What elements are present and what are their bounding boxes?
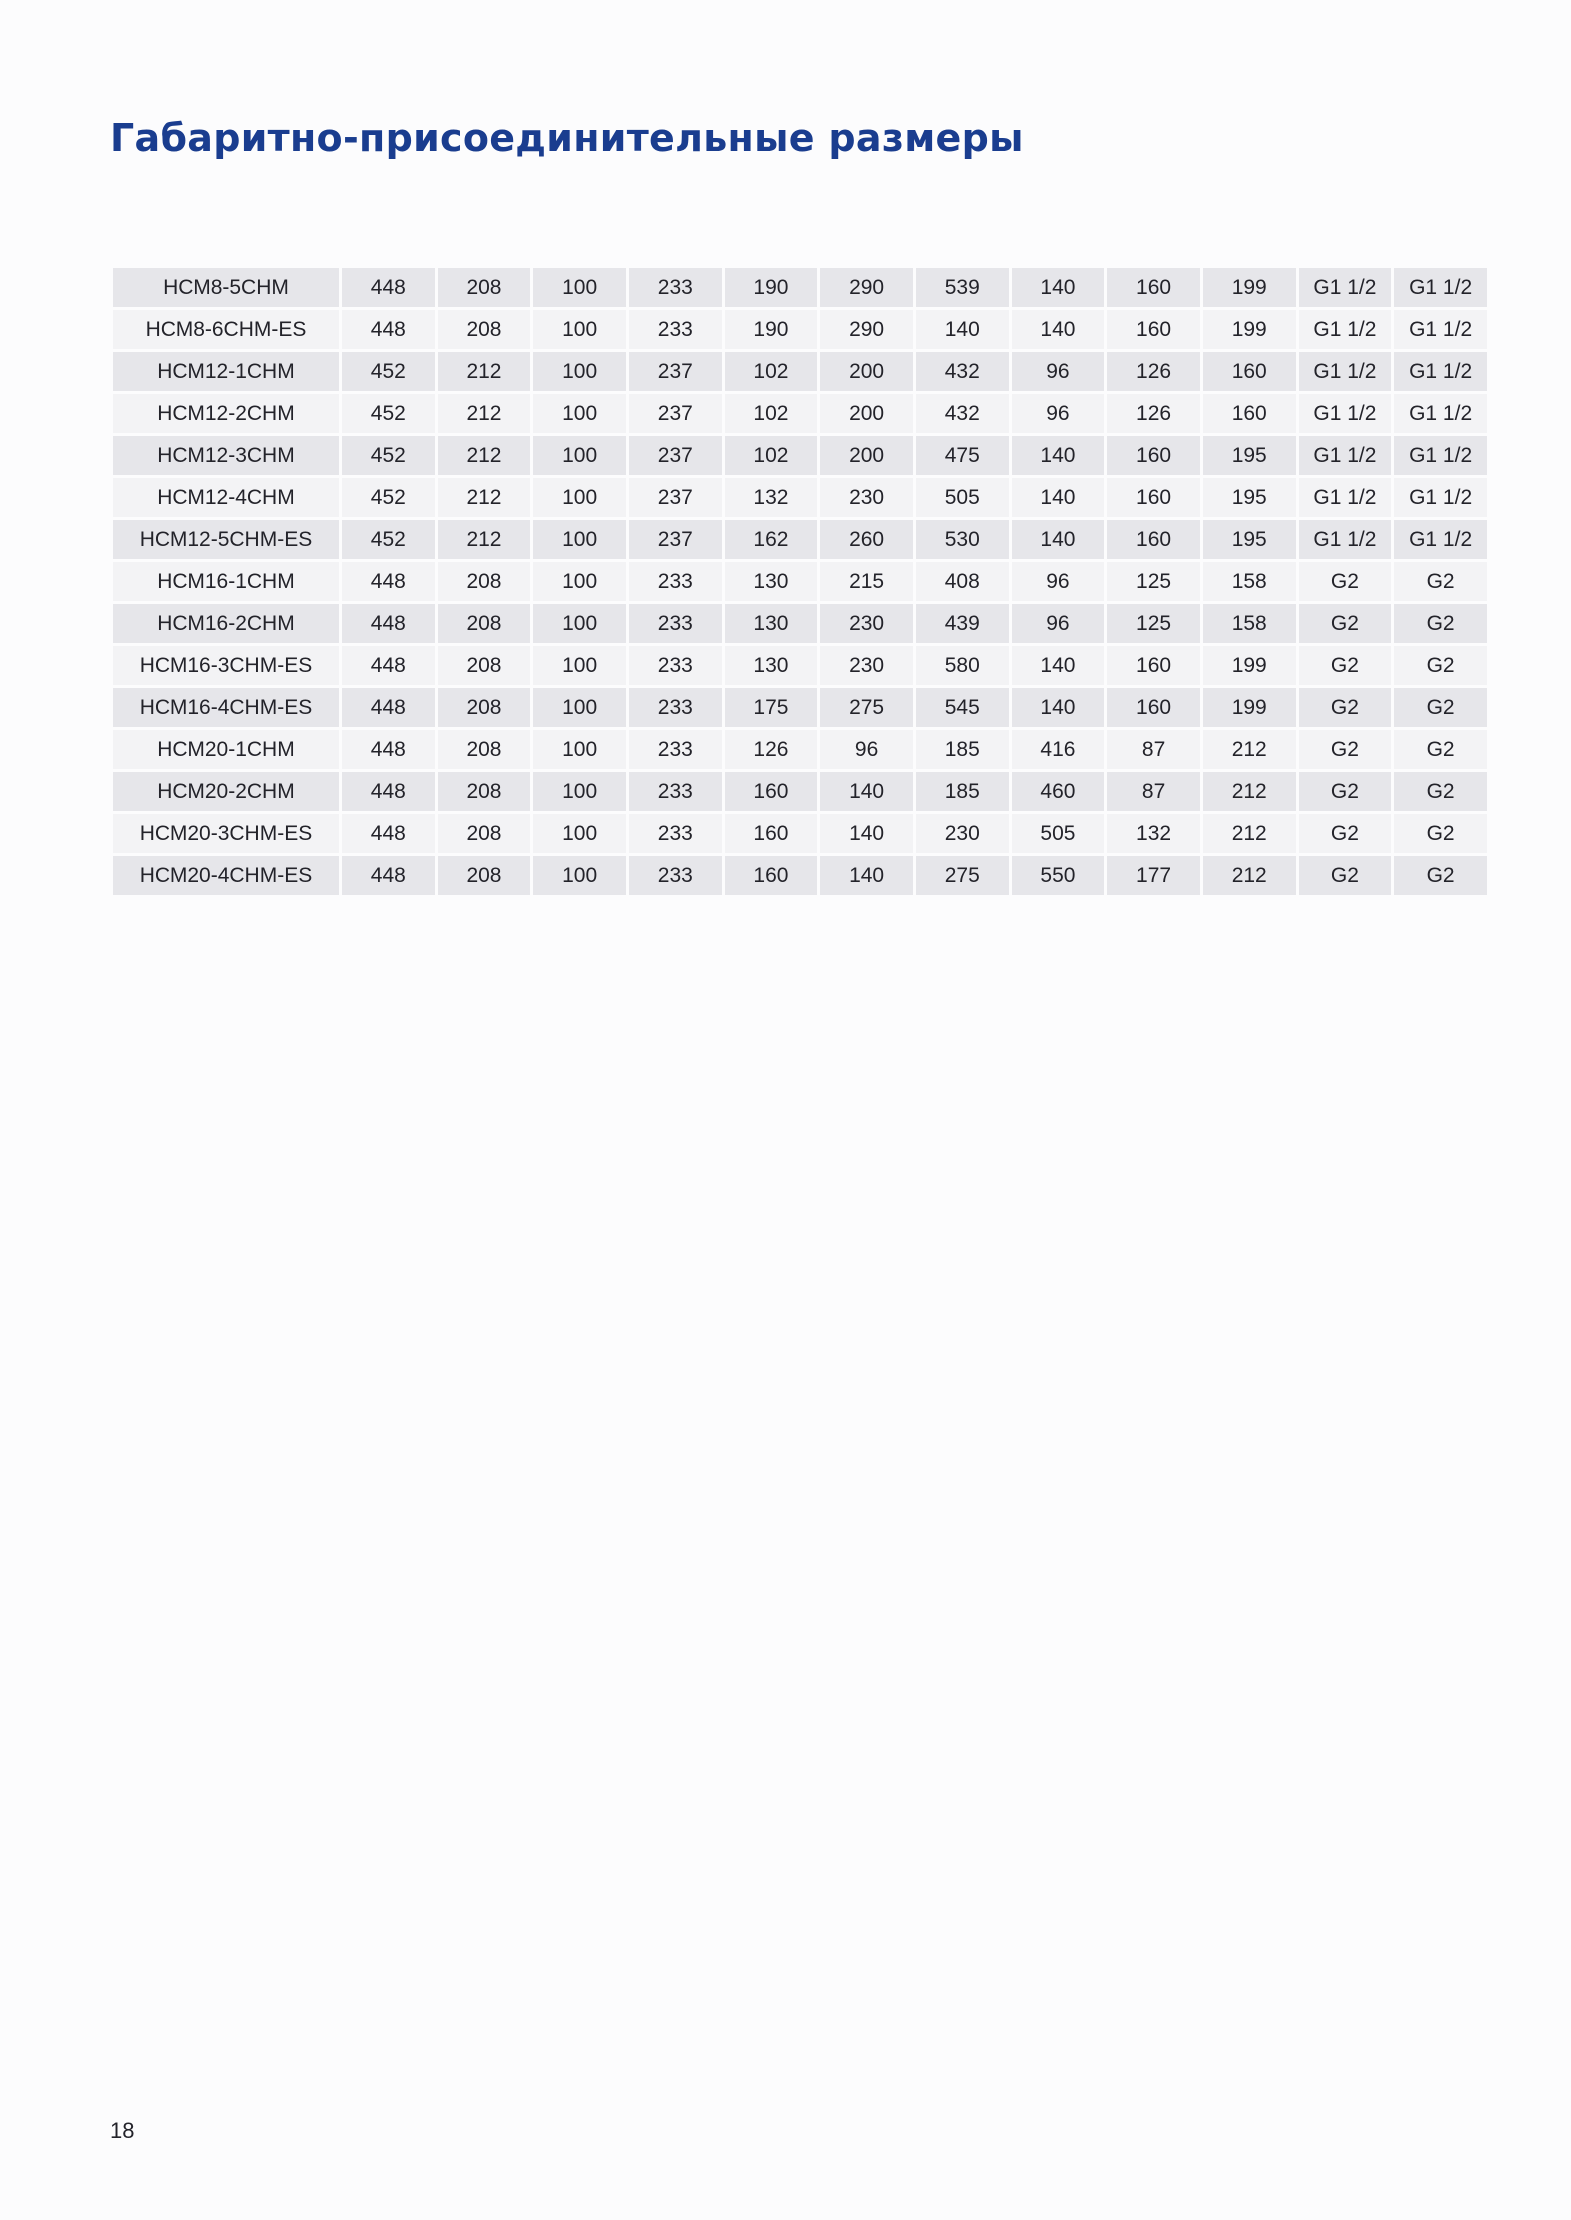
dimension-cell: 237 [629,394,722,433]
dimension-cell: 448 [342,814,435,853]
dimension-cell: 432 [916,394,1009,433]
dimension-cell: 448 [342,688,435,727]
table-row [113,646,1487,685]
dimension-cell: G2 [1394,730,1487,769]
dimension-cell: G1 1/2 [1394,436,1487,475]
dimension-cell: 233 [629,688,722,727]
model-name-cell: НСМ12-3СНМ [113,436,339,475]
dimension-cell: 100 [533,772,626,811]
dimension-cell: G1 1/2 [1394,478,1487,517]
dimension-cell: 212 [1203,730,1296,769]
dimension-cell: 160 [1107,478,1200,517]
dimension-cell: 290 [820,310,913,349]
dimension-cell: 140 [1012,646,1105,685]
dimension-cell: 208 [438,730,531,769]
dimension-cell: G2 [1394,646,1487,685]
dimension-cell: 195 [1203,520,1296,559]
dimension-cell: G2 [1394,772,1487,811]
dimension-cell: 212 [438,478,531,517]
model-name-cell: НСМ20-2СНМ [113,772,339,811]
dimension-cell: 452 [342,352,435,391]
dimension-cell: 100 [533,268,626,307]
dimension-cell: 275 [916,856,1009,895]
dimension-cell: 539 [916,268,1009,307]
dimension-cell: 140 [1012,478,1105,517]
dimension-cell: 190 [725,310,818,349]
dimension-cell: 448 [342,604,435,643]
dimension-cell: 185 [916,772,1009,811]
dimension-cell: G1 1/2 [1299,394,1392,433]
dimension-cell: 102 [725,352,818,391]
dimension-cell: 100 [533,352,626,391]
dimension-cell: 208 [438,310,531,349]
model-name-cell: НСМ12-1СНМ [113,352,339,391]
dimension-cell: 160 [725,856,818,895]
dimension-cell: 439 [916,604,1009,643]
dimension-cell: 125 [1107,604,1200,643]
dimension-cell: 212 [1203,772,1296,811]
dimension-cell: 130 [725,562,818,601]
model-name-cell: НСМ12-4СНМ [113,478,339,517]
dimension-cell: 208 [438,856,531,895]
dimension-cell: 100 [533,856,626,895]
dimensions-table-body [113,268,1487,895]
dimension-cell: 233 [629,268,722,307]
dimension-cell: 199 [1203,310,1296,349]
page-number: 18 [110,2118,135,2143]
table-row [113,604,1487,643]
dimension-cell: 452 [342,478,435,517]
table-row [113,394,1487,433]
dimension-cell: 102 [725,394,818,433]
dimension-cell: 195 [1203,478,1296,517]
dimension-cell: 530 [916,520,1009,559]
dimension-cell: 460 [1012,772,1105,811]
dimension-cell: 158 [1203,604,1296,643]
dimension-cell: G2 [1394,688,1487,727]
dimension-cell: 96 [1012,562,1105,601]
dimension-cell: 87 [1107,730,1200,769]
dimension-cell: 233 [629,814,722,853]
model-name-cell: НСМ8-5СНМ [113,268,339,307]
dimension-cell: G2 [1299,688,1392,727]
dimension-cell: 125 [1107,562,1200,601]
dimension-cell: G2 [1299,562,1392,601]
dimension-cell: 237 [629,352,722,391]
dimension-cell: G2 [1299,646,1392,685]
dimension-cell: 208 [438,772,531,811]
table-row [113,688,1487,727]
dimension-cell: G2 [1299,772,1392,811]
table-row [113,436,1487,475]
model-name-cell: НСМ16-1СНМ [113,562,339,601]
dimension-cell: 432 [916,352,1009,391]
dimension-cell: 452 [342,394,435,433]
model-name-cell: НСМ12-2СНМ [113,394,339,433]
dimension-cell: 100 [533,520,626,559]
dimension-cell: 200 [820,352,913,391]
table-row [113,310,1487,349]
dimension-cell: 233 [629,856,722,895]
dimension-cell: 140 [820,814,913,853]
dimension-cell: 177 [1107,856,1200,895]
dimension-cell: G1 1/2 [1394,394,1487,433]
model-name-cell: НСМ8-6СНМ-ES [113,310,339,349]
dimension-cell: 158 [1203,562,1296,601]
dimension-cell: 233 [629,310,722,349]
dimension-cell: 132 [725,478,818,517]
dimension-cell: G2 [1299,730,1392,769]
dimension-cell: 130 [725,646,818,685]
dimension-cell: 550 [1012,856,1105,895]
dimension-cell: 200 [820,436,913,475]
dimension-cell: 160 [1107,310,1200,349]
dimension-cell: 448 [342,562,435,601]
dimension-cell: G1 1/2 [1394,310,1487,349]
dimension-cell: 160 [725,772,818,811]
dimension-cell: 448 [342,646,435,685]
dimension-cell: 140 [1012,688,1105,727]
dimension-cell: 100 [533,310,626,349]
dimension-cell: 199 [1203,688,1296,727]
dimension-cell: 100 [533,478,626,517]
table-row [113,268,1487,307]
dimension-cell: 160 [1107,646,1200,685]
dimension-cell: 185 [916,730,1009,769]
dimension-cell: 208 [438,604,531,643]
dimension-cell: 96 [1012,394,1105,433]
dimension-cell: 102 [725,436,818,475]
dimension-cell: 233 [629,730,722,769]
model-name-cell: НСМ20-4СНМ-ES [113,856,339,895]
dimension-cell: 208 [438,268,531,307]
dimension-cell: 448 [342,268,435,307]
dimension-cell: 212 [438,520,531,559]
dimension-cell: 448 [342,772,435,811]
dimension-cell: 126 [1107,394,1200,433]
dimension-cell: 100 [533,688,626,727]
dimension-cell: 237 [629,520,722,559]
dimension-cell: 208 [438,562,531,601]
dimension-cell: G2 [1394,814,1487,853]
dimension-cell: 132 [1107,814,1200,853]
dimension-cell: G1 1/2 [1299,436,1392,475]
dimension-cell: 260 [820,520,913,559]
dimension-cell: 160 [1203,352,1296,391]
dimension-cell: 208 [438,688,531,727]
dimension-cell: 140 [820,772,913,811]
dimension-cell: 230 [820,604,913,643]
dimension-cell: G2 [1394,562,1487,601]
table-row [113,856,1487,895]
dimension-cell: G2 [1394,604,1487,643]
dimension-cell: 199 [1203,268,1296,307]
dimension-cell: 100 [533,604,626,643]
dimension-cell: 140 [1012,310,1105,349]
dimension-cell: 448 [342,856,435,895]
dimension-cell: 237 [629,478,722,517]
dimension-cell: 200 [820,394,913,433]
dimension-cell: 233 [629,562,722,601]
dimension-cell: 160 [1107,688,1200,727]
dimension-cell: 416 [1012,730,1105,769]
dimension-cell: 208 [438,814,531,853]
dimension-cell: 212 [438,352,531,391]
dimension-cell: G2 [1299,814,1392,853]
table-row [113,562,1487,601]
model-name-cell: НСМ12-5СНМ-ES [113,520,339,559]
dimension-cell: 100 [533,646,626,685]
dimension-cell: G1 1/2 [1394,352,1487,391]
dimension-cell: 126 [1107,352,1200,391]
dimension-cell: 580 [916,646,1009,685]
dimension-cell: 160 [1203,394,1296,433]
model-name-cell: НСМ16-2СНМ [113,604,339,643]
dimension-cell: 100 [533,730,626,769]
model-name-cell: НСМ16-3СНМ-ES [113,646,339,685]
dimension-cell: 452 [342,520,435,559]
dimension-cell: G1 1/2 [1394,268,1487,307]
dimension-cell: G1 1/2 [1394,520,1487,559]
dimension-cell: 215 [820,562,913,601]
model-name-cell: НСМ16-4СНМ-ES [113,688,339,727]
dimension-cell: 160 [725,814,818,853]
dimension-cell: 175 [725,688,818,727]
table-row [113,478,1487,517]
dimension-cell: 212 [1203,814,1296,853]
dimension-cell: 140 [916,310,1009,349]
dimension-cell: 212 [438,394,531,433]
dimension-cell: 233 [629,604,722,643]
dimension-cell: G1 1/2 [1299,352,1392,391]
dimension-cell: 230 [820,478,913,517]
dimension-cell: G1 1/2 [1299,478,1392,517]
dimension-cell: 290 [820,268,913,307]
dimension-cell: 100 [533,394,626,433]
model-name-cell: НСМ20-1СНМ [113,730,339,769]
dimensions-table [110,265,1490,898]
dimension-cell: 126 [725,730,818,769]
dimension-cell: 100 [533,436,626,475]
dimension-cell: 237 [629,436,722,475]
dimension-cell: G1 1/2 [1299,520,1392,559]
dimension-cell: 408 [916,562,1009,601]
dimension-cell: 448 [342,310,435,349]
dimension-cell: G1 1/2 [1299,268,1392,307]
dimension-cell: 230 [916,814,1009,853]
dimension-cell: 505 [916,478,1009,517]
dimension-cell: 275 [820,688,913,727]
dimension-cell: 190 [725,268,818,307]
dimension-cell: 160 [1107,520,1200,559]
model-name-cell: НСМ20-3СНМ-ES [113,814,339,853]
dimension-cell: 140 [820,856,913,895]
dimension-cell: 130 [725,604,818,643]
dimension-cell: 160 [1107,268,1200,307]
dimension-cell: 545 [916,688,1009,727]
table-row [113,730,1487,769]
dimension-cell: 195 [1203,436,1296,475]
page-title: Габаритно-присоединительные размеры [110,116,1024,160]
dimension-cell: 140 [1012,520,1105,559]
dimension-cell: G2 [1299,604,1392,643]
dimension-cell: 96 [1012,604,1105,643]
dimension-cell: G1 1/2 [1299,310,1392,349]
dimension-cell: 448 [342,730,435,769]
dimension-cell: G2 [1299,856,1392,895]
dimension-cell: 96 [1012,352,1105,391]
dimension-cell: 452 [342,436,435,475]
dimension-cell: 505 [1012,814,1105,853]
dimension-cell: 199 [1203,646,1296,685]
dimension-cell: 100 [533,562,626,601]
dimension-cell: 100 [533,814,626,853]
dimension-cell: 140 [1012,436,1105,475]
dimension-cell: 162 [725,520,818,559]
dimension-cell: 87 [1107,772,1200,811]
table-row [113,520,1487,559]
dimension-cell: 160 [1107,436,1200,475]
dimension-cell: 208 [438,646,531,685]
dimension-cell: G2 [1394,856,1487,895]
dimension-cell: 96 [820,730,913,769]
dimension-cell: 230 [820,646,913,685]
table-row [113,352,1487,391]
dimension-cell: 233 [629,772,722,811]
table-row [113,814,1487,853]
dimension-cell: 212 [1203,856,1296,895]
dimension-cell: 212 [438,436,531,475]
dimension-cell: 233 [629,646,722,685]
dimension-cell: 475 [916,436,1009,475]
dimension-cell: 140 [1012,268,1105,307]
table-row [113,772,1487,811]
